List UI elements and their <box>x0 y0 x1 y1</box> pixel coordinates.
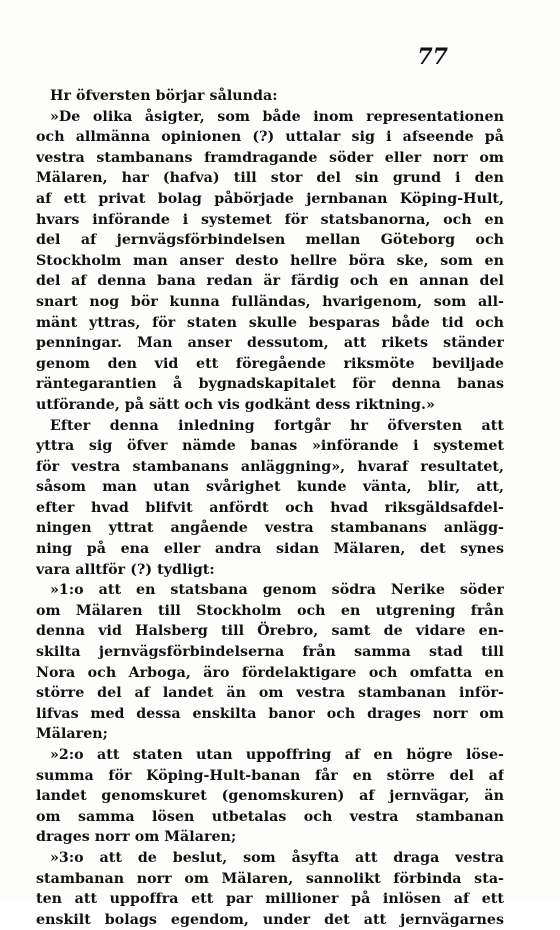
text-line: af ett privat bolag påbörjade jernbanan Köping-Hult, <box>36 190 504 207</box>
text-line: lifvas med dessa enskilta banor och drages norr om <box>36 705 504 722</box>
text-line: för vestra stambanans anläggning», hvaraf resultatet, <box>36 458 504 475</box>
text-line: vara alltför (?) tydligt: <box>36 561 215 578</box>
text-line: om samma lösen utbetalas och vestra stambanan <box>36 808 504 825</box>
text-line: Stockholm man anser desto hellre böra ske, som en <box>36 252 504 269</box>
text-line: »3:o att de beslut, som åsyfta att draga vestra <box>50 849 504 866</box>
text-line: Mälaren; <box>36 726 108 743</box>
text-line: hvars införande i systemet för statsbanorna, och en <box>36 211 504 228</box>
text-line: del af denna bana redan är färdig och en annan del <box>36 273 504 290</box>
text-line: mänt yttras, för staten skulle besparas både tid och <box>36 314 504 331</box>
text-line: ningen yttrat angående vestra stambanans anlägg- <box>36 520 504 537</box>
text-line: »2:o att staten utan uppoffring af en högre löse- <box>50 747 504 763</box>
text-line: summa för Köping-Hult-banan får en större del af <box>36 767 504 784</box>
text-line: ten att uppoffra ett par millioner på inlösen af ett <box>36 891 504 908</box>
text-line: denna vid Halsberg till Örebro, samt de vidare en- <box>36 623 504 640</box>
page-number: 77 <box>417 44 448 70</box>
text-line: genom den vid ett föregående riksmöte beviljade <box>36 355 504 372</box>
text-line: ning på ena eller andra sidan Mälaren, det synes <box>36 541 504 558</box>
text-line: landet genomskuret (genomskuren) af jernvägar, än <box>36 788 504 805</box>
text-line: del af jernvägsförbindelsen mellan Göteborg och <box>36 232 504 249</box>
text-line: snart nog bör kunna fulländas, hvarigenom, som all- <box>36 293 504 310</box>
text-line: Efter denna inledning fortgår hr öfversten att <box>50 417 504 434</box>
text-line: stambanan norr om Mälaren, sannolikt förbinda sta- <box>36 870 504 887</box>
body-text <box>36 86 504 930</box>
text-line: Hr öfversten börjar sålunda: <box>50 88 278 104</box>
text-line: enskilt bolags egendom, under det att jernvägarnes <box>36 911 504 928</box>
text-line: räntegarantien å bygnadskapitalet för denna banas <box>36 376 504 393</box>
text-line: om Mälaren till Stockholm och en utgrening från <box>36 602 504 619</box>
text-line: vestra stambanans framdragande söder eller norr om <box>36 149 504 166</box>
text-line: efter hvad blifvit anfördt och hvad riksgäldsafdel- <box>36 499 504 516</box>
text-line: yttra sig öfver nämde banas »införande i systemet <box>36 438 504 455</box>
text-line: drages norr om Mälaren; <box>36 829 237 846</box>
text-line: utförande, på sätt och vis godkänt dess riktning.» <box>36 396 435 413</box>
text-line: Mälaren, har (hafva) till stor del sin grund i den <box>36 170 504 187</box>
text-line: Nora och Arboga, äro fördelaktigare och omfatta en <box>36 664 504 681</box>
text-line: större del af landet än om vestra stambanan inför- <box>36 685 504 702</box>
text-line: skilta jernvägsförbindelserna från samma stad till <box>36 644 504 661</box>
text-line: och allmänna opinionen (?) uttalar sig i afseende på <box>36 129 504 146</box>
text-line: penningar. Man anser dessutom, att rikets ständer <box>36 335 504 352</box>
text-line: »De olika åsigter, som både inom representationen <box>50 108 504 125</box>
text-line: såsom man utan svårighet kunde vänta, blir, att, <box>36 479 504 496</box>
text-line: »1:o att en statsbana genom södra Nerike söder <box>50 582 504 599</box>
